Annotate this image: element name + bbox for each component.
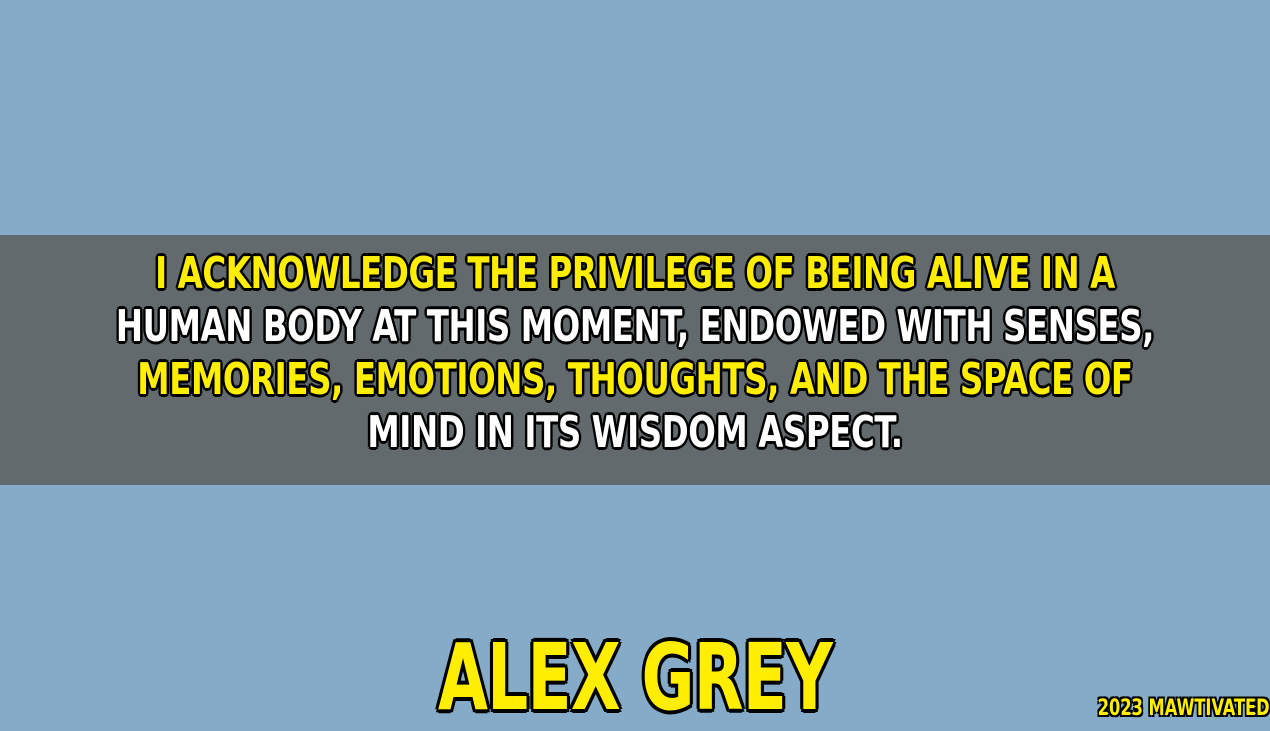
- quote-line-3: MEMORIES, EMOTIONS, THOUGHTS, AND THE SPACE OF: [137, 354, 1133, 405]
- author-name: ALEX GREY: [437, 624, 832, 731]
- quote-line-4: MIND IN ITS WISDOM ASPECT.: [367, 407, 903, 458]
- watermark-credit: 2023 MAWTIVATED: [1098, 696, 1270, 721]
- quote-line-1: I ACKNOWLEDGE THE PRIVILEGE OF BEING ALIVE IN A: [155, 248, 1115, 299]
- quote-line-2: HUMAN BODY AT THIS MOMENT, ENDOWED WITH SENSES,: [115, 301, 1155, 352]
- quote-text: [0, 247, 1270, 459]
